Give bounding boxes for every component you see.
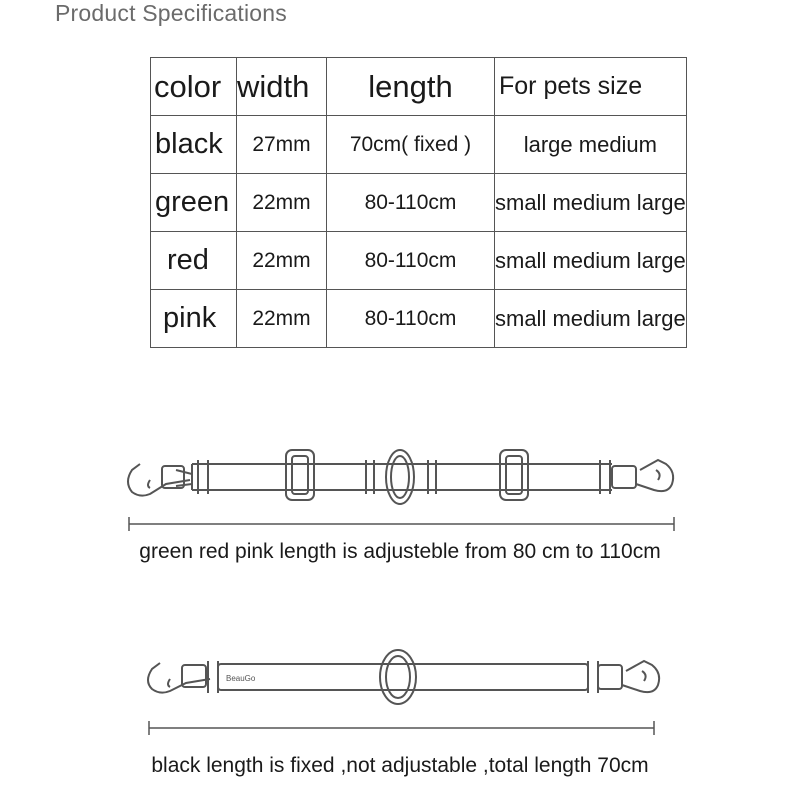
cell-color: black bbox=[151, 116, 237, 174]
cell-color: red bbox=[151, 232, 237, 290]
table-row bbox=[151, 116, 687, 174]
fixed-leash-illustration bbox=[0, 645, 800, 710]
cell-width: 22mm bbox=[237, 290, 327, 348]
cell-color: pink bbox=[151, 290, 237, 348]
cell-width: 22mm bbox=[237, 232, 327, 290]
table-header-row bbox=[151, 58, 687, 116]
length-dimension-line bbox=[145, 718, 660, 738]
cell-length: 70cm( fixed ) bbox=[327, 116, 495, 174]
header-color: color bbox=[151, 58, 237, 116]
length-dimension-line bbox=[125, 514, 680, 534]
cell-length: 80-110cm bbox=[327, 232, 495, 290]
table-row bbox=[151, 232, 687, 290]
adjustable-caption: green red pink length is adjusteble from 80 cm to 110cm bbox=[139, 540, 661, 563]
snap-hook-icon bbox=[598, 661, 659, 692]
snap-hook-icon bbox=[612, 460, 673, 491]
page-title: Product Specifications bbox=[55, 0, 287, 26]
header-width: width bbox=[237, 58, 327, 116]
table-row bbox=[151, 174, 687, 232]
header-length: length bbox=[327, 58, 495, 116]
snap-hook-icon bbox=[148, 663, 210, 693]
spec-table bbox=[150, 57, 687, 348]
cell-pets-size: large medium bbox=[495, 116, 687, 174]
fixed-caption: black length is fixed ,not adjustable ,total length 70cm bbox=[151, 754, 649, 777]
cell-pets-size: small medium large bbox=[495, 290, 687, 348]
cell-width: 22mm bbox=[237, 174, 327, 232]
snap-hook-icon bbox=[128, 464, 192, 496]
cell-pets-size: small medium large bbox=[495, 232, 687, 290]
cell-width: 27mm bbox=[237, 116, 327, 174]
header-pets-size: For pets size bbox=[495, 58, 687, 116]
adjustable-leash-illustration bbox=[0, 440, 800, 515]
cell-length: 80-110cm bbox=[327, 174, 495, 232]
table-row bbox=[151, 290, 687, 348]
brand-label: BeauGo bbox=[226, 674, 256, 683]
cell-color: green bbox=[151, 174, 237, 232]
cell-length: 80-110cm bbox=[327, 290, 495, 348]
cell-pets-size: small medium large bbox=[495, 174, 687, 232]
